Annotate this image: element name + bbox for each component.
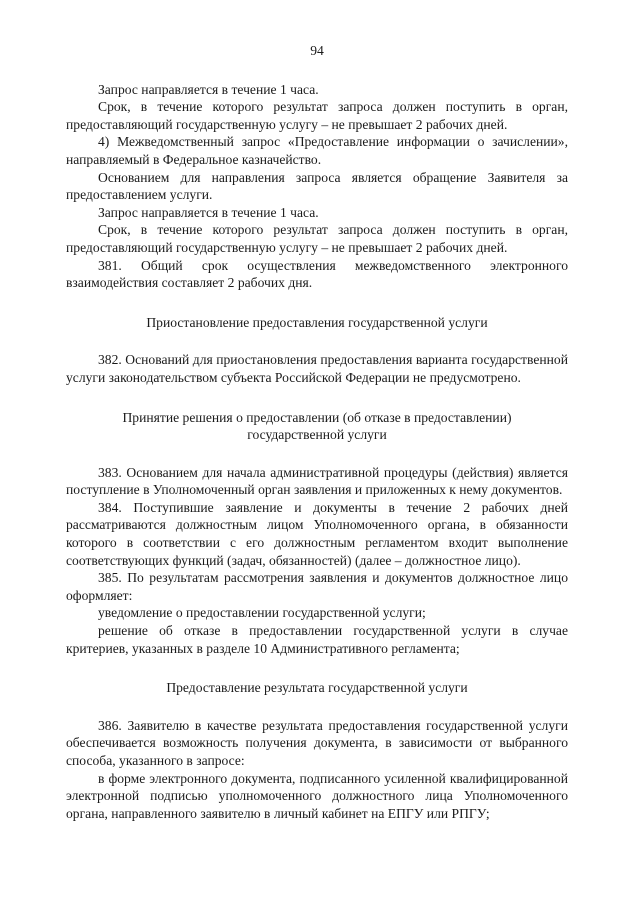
top-paragraphs <box>66 81 568 292</box>
paragraph: Запрос направляется в течение 1 часа. <box>98 204 319 220</box>
document-page <box>66 42 568 822</box>
paragraph: решение об отказе в предоставлении государственной услуги в случае критериев, указанных в разделе 10 Административного регламента; <box>66 623 568 656</box>
paragraph: Срок, в течение которого результат запроса должен поступить в орган, предоставляющий государственную услугу – не превышает 2 рабочих дней. <box>66 99 568 132</box>
heading-text-line1: Принятие решения о предоставлении (об отказе в предоставлении) <box>122 409 512 425</box>
paragraph: 383. Основанием для начала административной процедуры (действия) является поступление в Уполномоченный орган заявления и приложенных к нему документов. <box>66 464 568 498</box>
paragraph: Запрос направляется в течение 1 часа. <box>98 81 319 97</box>
section-heading-result <box>66 679 568 697</box>
section-heading-decision <box>66 409 568 444</box>
paragraph: Основанием для направления запроса является обращение Заявителя за предоставлением услуги. <box>66 169 568 203</box>
page-number: 94 <box>310 43 324 58</box>
heading-text: Предоставление результата государственной услуги <box>166 680 468 696</box>
paragraph: 384. Поступившие заявление и документы в течение 2 рабочих дней рассматриваются должностным лицом Уполномоченного органа, в обязанности которого в соответствии с его должностным регламентом входит выполнение соответствующих функций (задач, обязанностей) (далее – должностное лицо). <box>66 499 568 568</box>
section-suspension-body <box>66 351 568 386</box>
heading-text: Приостановление предоставления государственной услуги <box>146 314 488 330</box>
section-heading-suspension <box>66 314 568 332</box>
paragraph: 386. Заявителю в качестве результата предоставления государственной услуги обеспечивается возможность получения документа, в зависимости от выбранного способа, указанного в запросе: <box>66 717 568 768</box>
paragraph: Срок, в течение которого результат запроса должен поступить в орган, предоставляющий государственную услугу – не превышает 2 рабочих дней. <box>66 222 568 255</box>
paragraph: 385. По результатам рассмотрения заявления и документов должностное лицо оформляет: <box>66 570 568 603</box>
section-decision-body <box>66 464 568 658</box>
paragraph: в форме электронного документа, подписанного усиленной квалифицированной электронной подписью уполномоченного должностного лица Уполномоченного органа, направленного заявителю в личный кабинет на ЕПГУ или РПГУ; <box>66 770 568 821</box>
paragraph: уведомление о предоставлении государственной услуги; <box>98 605 426 621</box>
heading-text-line2: государственной услуги <box>247 427 387 443</box>
paragraph: 382. Оснований для приостановления предоставления варианта государственной услуги законодательством субъекта Российской Федерации не предусмотрено. <box>66 352 568 385</box>
paragraph: 4) Межведомственный запрос «Предоставление информации о зачислении», направляемый в Федеральное казначейство. <box>66 134 568 167</box>
paragraph: 381. Общий срок осуществления межведомственного электронного взаимодействия составляет 2 рабочих дня. <box>66 257 568 291</box>
section-result-body <box>66 717 568 823</box>
